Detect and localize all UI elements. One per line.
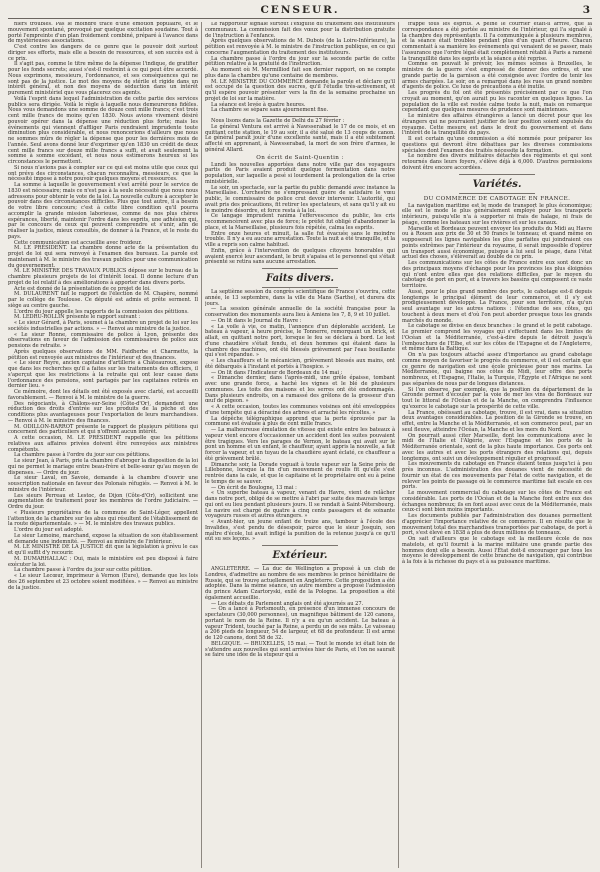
saint-quentin-heading: On écrit de Saint-Quentin : (256, 154, 344, 161)
article-paragraph: A cette occasion, M. LE PRÉSIDENT rappelle que les pétitions relatives aux affaires privées doivent être renvoyées aux ministres compétents. (8, 435, 198, 453)
article-paragraph: Acte est donné de la présentation de ce projet de loi. (14, 285, 151, 292)
col2-indes-block (205, 119, 395, 154)
column-2 (205, 22, 395, 868)
article-paragraph: Les mouvements du cabotage en France étaient tenus jusqu'ici à peu près inconnus. L'administration des douanes vient de nécessité de fournir un état de ces mouvements par l'état de cette navigation, et de relever les points de passage où le commerce maritime fait escale en ces ports. (402, 461, 592, 491)
article-paragraph: Ce langage imprudent ranima l'effervescence du public, les cris recommencèrent avec plus de force; le préfet fut obligé d'abandonner la place, et la Marseillaise, plusieurs fois répétée, calma les esprits. (205, 213, 395, 231)
article-paragraph: M. LEDRU-ROLLIN présente le rapport suivant : (14, 314, 141, 321)
article-paragraph: Le nombre des divers militaires détachés des régiments et qui sont retournés dans leurs foyers, s'élève déjà à 6,000. D'autres permissions doivent être encore accordées. (402, 153, 592, 171)
article-paragraph: M. DUMARHALLAC : Oui, mais le ministère est peu disposé à faire exécuter la loi. (8, 555, 198, 568)
article-paragraph: Après quelques observations de MM. Faidherbe et Charmette, la pétition est renvoyée aux ministres de l'intérieur et des finances. (8, 348, 198, 361)
article-paragraph: niers troubles. Pas le moindre trace d'une émotion populaire, et le mouvement spontané, provoqué par quelque excitation soudaine. Tout à porté l'empreinte d'un plan froidement combiné, préparé à l'avance dans de mystérieuses associations. (8, 22, 198, 45)
article-paragraph: C'est contre les dangers de ce genre que le pouvoir doit surtout diriger ses efforts, mais elle a besoin de ressources, et son succès est à ce prix. (8, 44, 198, 62)
section-divider (262, 287, 338, 288)
article-paragraph: La somme à laquelle le gouvernement s'est arrêté pour le service de 1830 est nécessaire; mais ce n'est pas à la seule nécessité que nous nous adressons pour obtenir le vote de la loi. La nouvelle culture à accepter le pouvoir dans des circonstances difficiles. Plus que tout autre, il a besoin de votre libre concours; c'est à cette libre condition qu'il pourra accomplir la grande mission laborieuse, comme de nos plus chères espérances, liberté, maintenir l'ordre dans les esprits, une adhésion qui, par le concours de ceux qui peuvent comprendre et s'unir, afin de réaliser la justice, mieux consultés, de donner à la France, et le reste du pays. (8, 182, 198, 240)
varietes-heading: Variétés. (472, 178, 522, 190)
article-paragraph: On sait d'ailleurs que le cabotage est la meilleure école de nos matelots, et qu'il fournit à la marine militaire une grande partie des hommes dont elle a besoin. Aussi l'État doit-il encourager par tous les moyens le développement de cette branche de navigation, qui contribue à la fois à la richesse du pays et à sa puissance maritime. (402, 536, 592, 565)
article-paragraph: frappé tous les esprits. A peine le courrier était-il arrivé, que la correspondance a été portée au ministre de l'intérieur, qui l'a signalé à la chambre des représentants. Il l'a communiquée à plusieurs membres, et la séance était troublée pendant plus d'un quart d'heure. Chacun commentait à sa manière les événements qui venaient de se passer, mais l'assurance que l'ordre légal était complètement rétabli à Paris a ramené la tranquillité dans les esprits et la séance a été reprise. (402, 22, 592, 62)
article-paragraph: La dépêche télégraphique apprend que la perte éprouvée par la commune est évaluée à plus de cent mille francs. (205, 415, 395, 428)
article-paragraph: Si l'on observe, par exemple, que la position du département de la Gironde permet d'écouler par la voie de mer les vins de Bordeaux sur tout le littoral de l'Océan et de la Manche, on comprendra l'influence qu'exerce le cabotage sur la prospérité de cette ville. (402, 386, 592, 410)
article-paragraph: La chambre passe à l'ordre du jour sur cette pétition. (14, 567, 153, 574)
section-divider (459, 174, 535, 175)
article-paragraph: On n'a pas toujours attaché assez d'importance au grand cabotage comme moyen de favoriser le progrès du commerce, et il est certain que ce genre de navigation est une école précieuse pour nos marins. La Méditerranée, qui baigne nos côtes du Midi, leur offre des ports nombreux, et l'Espagne, l'Italie, la Turquie, l'Égypte et l'Afrique ne sont pas séparées de nous par de longues distances. (402, 352, 592, 387)
article-paragraph: « Plusieurs propriétaires de la commune de Saint-Léger, appellent l'attention de la chambre sur les abus qui résultent de l'établissement de la route départementale. » — M. le ministre des travaux publics. (8, 509, 198, 528)
article-paragraph: — On lit dans l'Indicateur de Bordeaux du 14 mai : (211, 369, 343, 376)
article-paragraph: M. ODILLON-BARROT présente le rapport de plusieurs pétitions qui concernent des particuliers et qui n'offrent aucun intérêt. (8, 423, 198, 436)
article-paragraph: Les sieurs Perreau et Lestoc, de Dijon (Côte-d'Or), sollicitent une augmentation de traitement pour les membres de l'ordre judiciaire. — Ordre du jour. (8, 492, 198, 510)
section-divider (262, 116, 338, 117)
col2-exterieur-block (205, 567, 395, 659)
column-3 (402, 22, 592, 868)
col2-faits-block (205, 290, 395, 543)
article-paragraph: « Avant-hier, un jeune enfant de treize ans, tambour à l'école des Invalides, s'est pendu de désespoir, parce que le sieur Josquin, son maître d'école, lui avait infligé la punition de la retenue jusqu'à ce qu'il eût su ses leçons. » (205, 519, 395, 543)
article-paragraph: « Un superbe bateau à vapeur, venant du Havre, vient de relâcher dans notre port, obligé de se mettre à l'abri par suite des mauvais temps qui ont eu lieu pendant plusieurs jours. Il se rendait à Saint-Pétersbourg. Le navire est chargé de quatre à cinq cents passagers et de soixante voyageurs russes et autres étrangers. » (205, 490, 395, 520)
article-paragraph: Il s'agit pas, comme le titre même de la dépense l'indique, de gratifier pour les fonds secrets; aussi s'est-il restreint à ce qui peut être accordé. Nous exprimons, messieurs, l'ordonnance, et ses conséquences qui ne sont pas de la justice. Le mot des moyens de stérile et rigide dans un intérêt général, et non des moyens de séduction dans un intérêt purement ministériel que vous placerez ces agents. (8, 61, 198, 96)
article-paragraph: « Le sieur Reyre, ancien capitaine d'artillerie à Châteauroux, expose que dans les recherches qu'il a faites sur les traitements des officiers, il s'aperçut que les restrictions à la retraite qui ont leur cause dans l'ordonnance des pensions, sont partagés par les capitaines retirés en dernier lieu. » (8, 360, 198, 390)
article-paragraph: Les communications sur les côtes de France entre eux sont donc un des principaux moyens d'échange pour les provinces les plus éloignées qui n'ont entre elles que des relations difficiles, par le moyen du cabotage de port en port, et à travers les bassins qui composent ce vaste territoire. (402, 260, 592, 289)
article-paragraph: — On a lancé à Portsmouth, en présence d'un immense concours de spectateurs (30,000 personnes), un magnifique bâtiment de 120 canons, portant le nom de la Reine. Il n'y a eu qu'un accident. Le bateau à vapeur Trident, touché par la Reine, a perdu un de ses mâts. Le vaisseau a 206 pieds de longueur, 54 de largeur, et 68 de profondeur. Il est armé de 120 canons, dont 58 de 32. (205, 606, 395, 641)
article-paragraph: Le mouvement commercial du cabotage sur les côtes de France est considérable. Les ports de l'Océan et de la Manche font entre eux des échanges nombreux; ils en font aussi avec ceux de la Méditerranée, mais ceux-ci sont bien moins importants. (402, 490, 592, 514)
article-paragraph: — La malheureuse émulation de vitesse qui existe entre les bateaux à vapeur vient encore d'occasionner un accident dont les suites pouvaient être tragiques. Vers les parages de Vernon, le bateau qui avait sur le pont un homme et un enfant, le chauffeur, ayant appris la nouvelle, a fait forcer la vapeur, et un tuyau de la chaudière ayant éclaté, ce chauffeur a été grièvement brûlé. (205, 427, 395, 462)
article-paragraph: BELGIQUE. — BRUXELLES, 15 mai. — Tout le monde ici était loin de s'attendre aux nouvelles qui sont arrivées hier de Paris, et l'on ne saurait se faire une idée de la stupeur qui a (205, 640, 395, 659)
article-paragraph: Il est certain qu'une commission a été nommée pour préparer les questions qui devront être débattues par les diverses commissions spéciales dont l'examen des traités nécessite la formation. (402, 136, 592, 154)
article-paragraph: « Le sieur Ronne, commissaire de police à Lyon, présente des observations en faveur de l'admission des commissaires de police aux pensions de retraite. » (8, 331, 198, 349)
faits-divers-heading: Faits divers. (266, 273, 334, 284)
article-paragraph: La séance est levée à quatre heures. (211, 101, 306, 108)
article-paragraph: Aussi, pour le plus grand nombre des ports, le cabotage est-il depuis longtemps le principal élément de leur commerce, et il s'y est prodigieusement développé. La France, pour son territoire, n'a qu'un seul avantage sur les autres nations : l'étendue de ses côtes, qui touchent à deux mers et d'où l'on peut aborder presque tous les grands marchés du monde. (402, 288, 592, 324)
column-divider (201, 22, 202, 868)
article-paragraph: Des négociants, à Châlons-sur-Seine (Côte-d'Or), demandent une réduction des droits d'entrée sur les produits de la pêche et des conditions plus avantageuses pour l'exportation de leurs marchandises. — Renvoi à M. le ministre des finances. (8, 400, 198, 424)
article-paragraph: — Les débats du Parlement anglais ont été ajournés au 27. (211, 600, 364, 607)
article-paragraph: « A cette occasion, toutes les communes voisines ont été enveloppées d'une tempête qui a déraciné des arbres et arraché les récoltes. » (205, 404, 395, 416)
cabotage-subtitle: DU COMMERCE DE CABOTAGE EN FRANCE. (423, 195, 571, 202)
column-1 (8, 22, 198, 868)
article-paragraph: M. LE PRÉSIDENT. La chambre donne acte de la présentation du projet de loi qui sera renvoyé à l'examen des bureaux. La parole est maintenant à M. le ministre des travaux publics pour une communication du gouvernement. (8, 245, 198, 269)
page-number: 3 (582, 4, 590, 16)
article-paragraph: M. DULAURENT fait le rapport de l'élection de M. Chapère, nommé par le collège de Toulouse. Ce député est admis et prête serment. Il siège au centre gauche. (8, 291, 198, 309)
section-divider (459, 193, 535, 194)
article-paragraph: La septième session du congrès scientifique de France s'ouvrira, cette année, le 13 septembre, dans la ville du Mans (Sarthe), et durera dix jours. (205, 289, 395, 307)
article-paragraph: Après quelques observations de M. Dubois (de la Loire-Inférieure), la pétition est renvoyée à M. le ministre de l'instruction publique, en ce qui concerne l'augmentation du traitement des instituteurs. (205, 38, 395, 56)
article-paragraph: M. LE MINISTRE DES TRAVAUX PUBLICS dépose sur le bureau de la chambre plusieurs projets de loi d'intérêt local. Il donne lecture d'un projet de loi relatif à des améliorations à apporter dans divers ports. (8, 268, 198, 286)
article-paragraph: La chambre passe à l'ordre du jour sur ces pétitions. (14, 452, 151, 459)
article-paragraph: Nous lisons dans la Gazette de Delhi du 27 février : (211, 118, 345, 124)
article-paragraph: Le général Ventura est arrivé à Nawsserabad le 17 de ce mois, et en quittant cette station, le 19 au soir, il a été salué de 13 coups de canon. Le général paraît jouir d'une excellente santé, mais il a été subitement affecté en apprenant, à Nawsserabad, la mort de son frère d'armes, le général Allard. (205, 123, 395, 153)
article-paragraph: Le sieur Laval, en Savoie, demande à la chambre d'ouvrir une souscription nationale en faveur des Polonais réfugiés. — Renvoi à M. le ministre de l'intérieur. (8, 475, 198, 493)
article-paragraph: Le sieur Jean, à Paris, prie la chambre d'abroger la disposition de la loi qui ne permet le mariage entre beau-frère et belle-sœur qu'au moyen de dispenses. — Ordre du jour. (8, 458, 198, 476)
article-paragraph: L'ordre du jour appelle les rapports de la commission des pétitions. (14, 308, 189, 315)
article-paragraph: Le ministre des affaires étrangères a lancé un décret pour que les étrangers qui ne pourraient justifier de leur position soient expulsés du royaume. Cette mesure est dans le droit du gouvernement et dans l'intérêt de la tranquillité du pays. (402, 113, 592, 137)
col2-saint-quentin-block (205, 163, 395, 267)
article-paragraph: Les documents publiés par l'administration des douanes permettent d'apprécier l'importance relative de ce commerce. Il en résulte que le mouvement total des marchandises transportées par cabotage, de port à port, s'est élevé en 1838 à plus de deux millions de tonneaux. (402, 513, 592, 537)
newspaper-title: CENSEUR. (260, 4, 340, 16)
exterieur-heading: Extérieur. (272, 550, 328, 561)
article-paragraph: « La voile à vie, ce matin, l'annonce d'un déplorable accident. Le bateau à vapeur, à heure précise, le Tonnerre, remorquant un brick, et allait, en quittant notre port, lorsque le feu se déclara à bord. Le lest d'une chaudière s'était fendu, et deux hommes qui étaient dans la chambre des machines, ont été blessés grièvement par l'eau bouillante qui s'est répandue. » (205, 323, 395, 359)
article-paragraph: « Dimanche dernier, dans l'après-midi, une grêle épaisse, tombant avec une grande force, a haché les vignes et le blé de plusieurs communes. Les toits des maisons et les serres ont été endommagés. Dans plusieurs endroits, on a ramassé des grêlons de la grosseur d'un œuf de pigeon. » (205, 375, 395, 405)
article-paragraph: La chambre passe à l'ordre du jour sur la seconde partie de cette pétition relative à la gratuité de l'instruction. (205, 55, 395, 68)
article-paragraph: Cette communication est accueillie avec froideur. (14, 239, 142, 246)
section-divider (262, 268, 338, 269)
section-divider (262, 545, 338, 546)
article-paragraph: Les progrès du fol ont été présentés précisément par ce que l'on croyait au moment, qu'on aurait pu les raconter en quelques lignes. La population de la ville est restée calme toute la nuit, mais on remarque cependant que quelques mesures de prudence sont maintenues. (402, 90, 592, 114)
article-paragraph: M. LE MINISTRE DE LA JUSTICE dit que la législation à prévu le cas et qu'il suffit d'y recourir. (8, 544, 198, 556)
article-paragraph: Au moment où M. Mermilliod fait son dernier rapport, on ne compte plus dans la chambre qu'une centaine de membres. (205, 67, 395, 79)
page-header (8, 4, 592, 19)
article-paragraph: Enfin, grâce à l'intervention de quelques citoyens honorables qui avaient exercé leur ascendant, le bruit s'apaisa et le personnel qui s'était présenté se retira sans aucune arrestation. (205, 247, 395, 266)
column-divider (398, 22, 399, 868)
article-paragraph: ANGLETERRE. — La duc de Wellington a proposé à un club de Londres, d'admettre au nombre de ses membres le prince héréditaire de Russie, qui se trouve actuellement en Angleterre. Cette proposition a été adoptée. Dans la même séance, un autre membre a proposé l'admission du prince Adam Czartoryski, exilé de la Pologne. La proposition a été également accueillie. (205, 566, 395, 601)
article-paragraph: M. LE MINISTRE DU COMMERCE demande la parole et déclare qu'il est occupé de la question des sucres, qu'il l'étudie très-activement, et qu'il espère pouvoir présenter vers la fin de la semaine prochaine un projet de loi sur la matière. (205, 78, 395, 102)
article-paragraph: La chambre se sépare sans ajournement fixe. (211, 107, 329, 114)
article-paragraph: — La session générale annuelle de la société française pour la conservation des monuments aura lieu à Amiens les 7, 8, 9 et 10 juillet. (205, 306, 395, 318)
section-divider (262, 564, 338, 565)
article-paragraph: « Les chauffeurs et le mécanicien, grièvement blessés aux mains, ont été débarqués à l'instant et portés à l'hospice. » (205, 358, 395, 370)
article-paragraph: « Le sieur Lecœur, imprimeur à Vernon (Eure), demande que les lois des 26 septembre et 23 octobre soient modifiées. » — Renvoi au ministre de la justice. (8, 573, 198, 591)
col3-cabotage-block (402, 204, 592, 566)
article-paragraph: — On lit dans le Journal du Havre : (211, 317, 302, 324)
col3-belgique-block (402, 22, 592, 172)
article-paragraph: Marseille et Bordeaux peuvent envoyer les produits du Midi au Havre ou à Rouen aux prix de 30 et 50 francs le tonneau; et quand même on supposerait les lignes navigables les plus parfaites qui joindraient ces points extrêmes par l'intérieur du royaume, il serait impossible d'opérer un transport aussi économique, puisque à lui seul le péage, dans l'état actuel des choses, s'élèverait au double de ce prix. (402, 225, 592, 261)
article-paragraph: — On écrit de Boulogne, 13 mai : (211, 484, 297, 491)
article-paragraph: La navigation maritime est le mode de transport le plus économique; elle est le mode le plus généralement employé pour les transports intérieurs, puisqu'elle n'a à supporter ni frais de halage, ni frais de péage, comme les bateaux sur les rivières et sur les canaux. (402, 202, 592, 226)
col2-session-block (205, 22, 395, 114)
article-paragraph: Le sieur Lemoine, marchand, expose la situation de son établissement et demande une indemnité. — Renvoi au ministre de l'intérieur. (8, 532, 198, 545)
article-paragraph: Si nous n'avions pas à compter sur ce qui est moins utile que ceux qui ont prévu des circonstances, chacun reconnaîtra, messieurs, ce que la nécessité impose à notre pouvoir quelques moyens et ressources. (8, 164, 198, 183)
article-paragraph: Entre onze heures et minuit, la salle fut évacuée sans le moindre trouble. Il n'y a eu aucune arrestation. Toute la nuit a été tranquille, et la ville a repris son calme habituel. (205, 230, 395, 248)
article-paragraph: Le soir, un spectacle, sur la partie du public demandé avec instance la Marseillaise. L'orchestre ne s'empressant guère de satisfaire le vœu public, le commissaire de police crut devoir intervenir. L'autorité, qui avait pris des précautions, fit retirer les spectateurs, et sans qu'il y ait eu le moindre désordre, et force resta à la loi. (205, 184, 395, 214)
article-paragraph: « Le sieur Gérard, à Paris, soumet à la chambre un projet de loi sur les sociétés industrielles par actions. » — Renvoi au ministre de la justice. (8, 320, 198, 332)
article-paragraph: Dimanche soir, la Dorade voguait à toute vapeur sur la Seine près de Lillebonne, lorsque la fin d'un mouvement de roulis fit qu'elle s'est rentrée dans la cale, et que le capitaine et le propriétaire ont eu à peine le temps de se sauver. (205, 461, 395, 485)
article-paragraph: Comme on pouvait le prévoir, les mêmes scènes à Bruxelles, le ministre de la guerre s'est empressé de donner des ordres, et une grande partie de la garnison a été consignée avec l'ordre de tenir les armes chargées. Le soir, on a remarqué dans les rues un grand nombre d'agents de police. Ce luxe de précautions a été inutile. (402, 61, 592, 91)
article-paragraph: Le rapporteur signale surtout l'exiguïté du traitement des instituteurs communaux. La commission fait des vœux pour la distribution gratuite de l'instruction à l'enfance. (205, 22, 395, 39)
article-paragraph: Ce mémoire, dont les détails ont été exposés avec clarté, est accueilli favorablement. — Renvoi à M. le ministre de la guerre. (8, 389, 198, 401)
article-paragraph: Le cabotage se divise en deux branches : le grand et le petit cabotage. Le premier comprend les voyages qui s'effectuent dans les limites de l'Océan et la Méditerranée, c'est-à-dire depuis le détroit jusqu'à l'embouchure de l'Elbe, et sur les côtes de l'Espagne et de l'Angleterre, et même dans la Baltique. (402, 323, 592, 353)
article-paragraph: Voilà l'esprit dans lequel l'administration de cette partie des services publics sera dirigée. Voilà le règle à laquelle nous demeurerons fidèles. Nous vous demandons une somme de douze cent mille francs; c'est trois cent mille francs de moins qu'en 1830. Nous avions vivement désiré pouvoir opérer dans la dépense une réduction plus forte; mais les événements qui viennent d'affliger Paris rendraient imprudente toute diminution plus considérable, et nous renoncerions d'ailleurs que nous ne sommes mûrs de régler la dépense que pour les dernières mois de l'année. Seul avons donné leur d'exprimer qu'en 1830 un crédit de deux cent mille francs sur douze mille francs a suffi, et avait seulement la somme à somme excédant, et nous nous estimerons heureux si les circonstances le permettent. (8, 95, 198, 165)
article-paragraph: L'ordre du jour est adopté. (14, 527, 84, 533)
article-paragraph: Lundi les nouvelles apportées dans notre ville par des voyageurs partis de Paris avaient produit quelque fermentation dans notre population, sur laquelle a pesé si lourdement la prolongation de la crise ministérielle. (205, 161, 395, 185)
article-paragraph: La France, obéissant au cabotage, trouve, il est vrai, dans sa situation deux avantages considérables. La position de la Gironde se trouve, en effet, entre la Manche et la Méditerranée, et son commerce peut, par un seul fleuve, atteindre l'Océan, la Manche et les mers du Nord. (402, 409, 592, 433)
article-paragraph: On pourrait aussi citer Marseille, dont les communications avec le midi de l'Italie et l'Algérie, avec l'Espagne et les ports de la Méditerranée orientale, sont de la plus haute importance. Ces ports ont avec les autres et avec les ports étrangers des relations qui, depuis longtemps, ont suivi un développement régulier et progressif. (402, 432, 592, 462)
